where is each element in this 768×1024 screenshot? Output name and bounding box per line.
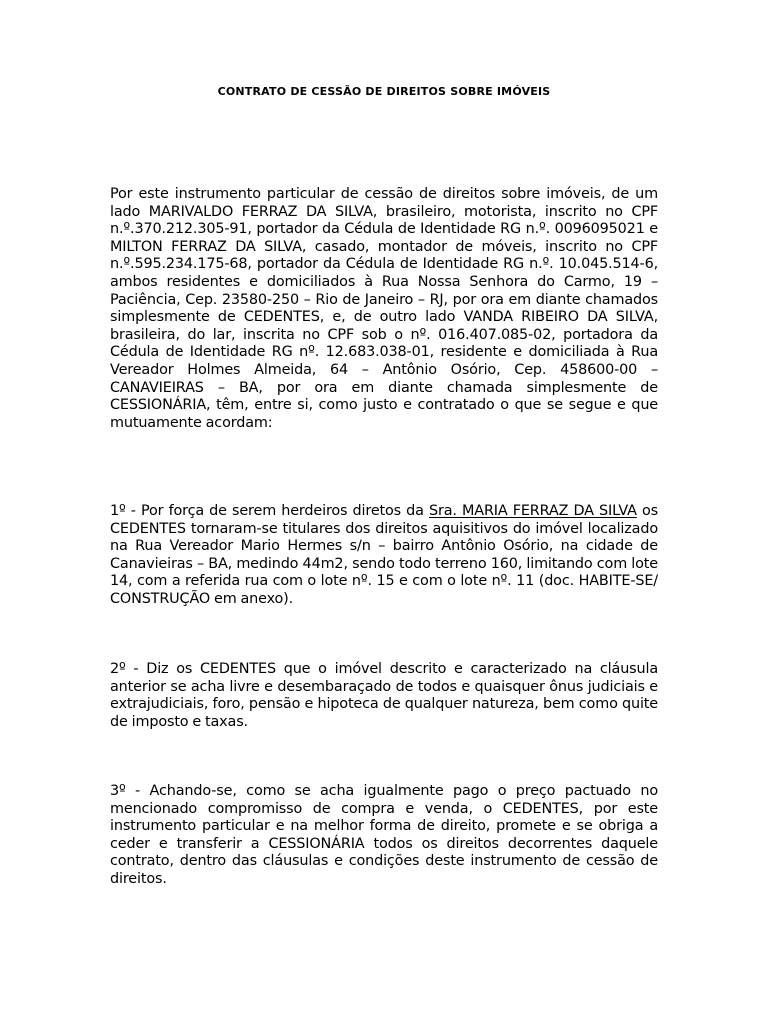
document-title: CONTRATO DE CESSÃO DE DIREITOS SOBRE IMÓVEIS <box>217 85 551 98</box>
clause-1-prefix: 1º - Por força de serem herdeiros diretos da <box>110 503 429 519</box>
clause-2-paragraph: 2º - Diz os CEDENTES que o imóvel descrito e caracterizado na cláusula anterior se acha livre e desembaraçado de todos e quaisquer ônus judiciais e extrajudiciais, foro, pensão e hipoteca de qualquer natureza, bem como quite de imposto e taxas. <box>110 661 658 730</box>
clause-1-underlined-name: Sra. MARIA FERRAZ DA SILVA <box>429 503 637 519</box>
clause-3-paragraph: 3º - Achando-se, como se acha igualmente pago o preço pactuado no mencionado compromisso de compra e venda, o CEDENTES, por este instrumento particular e na melhor forma de direito, promete e se obriga a ceder e transferir a CESSIONÁRIA todos os direitos decorrentes daquele contrato, dentro das cláusulas e condições deste instrumento de cessão de direitos. <box>110 783 658 887</box>
clause-1-paragraph <box>110 503 658 609</box>
intro-paragraph: Por este instrumento particular de cessão de direitos sobre imóveis, de um lado MARIVALDO FERRAZ DA SILVA, brasileiro, motorista, inscrito no CPF n.º.370.212.305-91, portador da Cédula de Identidade RG n.º. 0096095021 e MILTON FERRAZ DA SILVA, casado, montador de móveis, inscrito no CPF n.º.595.234.175-68, portador da Cédula de Identidade RG n.º. 10.045.514-6, ambos residentes e domiciliados à Rua Nossa Senhora do Carmo, 19 – Paciência, Cep. 23580-250 – Rio de Janeiro – RJ, por ora em diante chamados simplesmente de CEDENTES, e, de outro lado VANDA RIBEIRO DA SILVA, brasileira, do lar, inscrita no CPF sob o nº. 016.407.085-02, portadora da Cédula de Identidade RG nº. 12.683.038-01, residente e domiciliada à Rua Vereador Holmes Almeida, 64 – Antônio Osório, Cep. 458600-00 – CANAVIEIRAS – BA, por ora em diante chamada simplesmente de CESSIONÁRIA, têm, entre si, como justo e contratado o que se segue e que mutuamente acordam: <box>110 186 658 431</box>
clause-1-suffix: os CEDENTES tornaram-se titulares dos direitos aquisitivos do imóvel localizado na Rua Vereador Mario Hermes s/n – bairro Antônio Osório, na cidade de Canavieiras – BA, medindo 44m2, sendo todo terreno 160, limitando com lote 14, com a referida rua com o lote nº. 15 e com o lote nº. 11 (doc. HABITE-SE/ CONSTRUÇÃO em anexo). <box>110 503 658 607</box>
